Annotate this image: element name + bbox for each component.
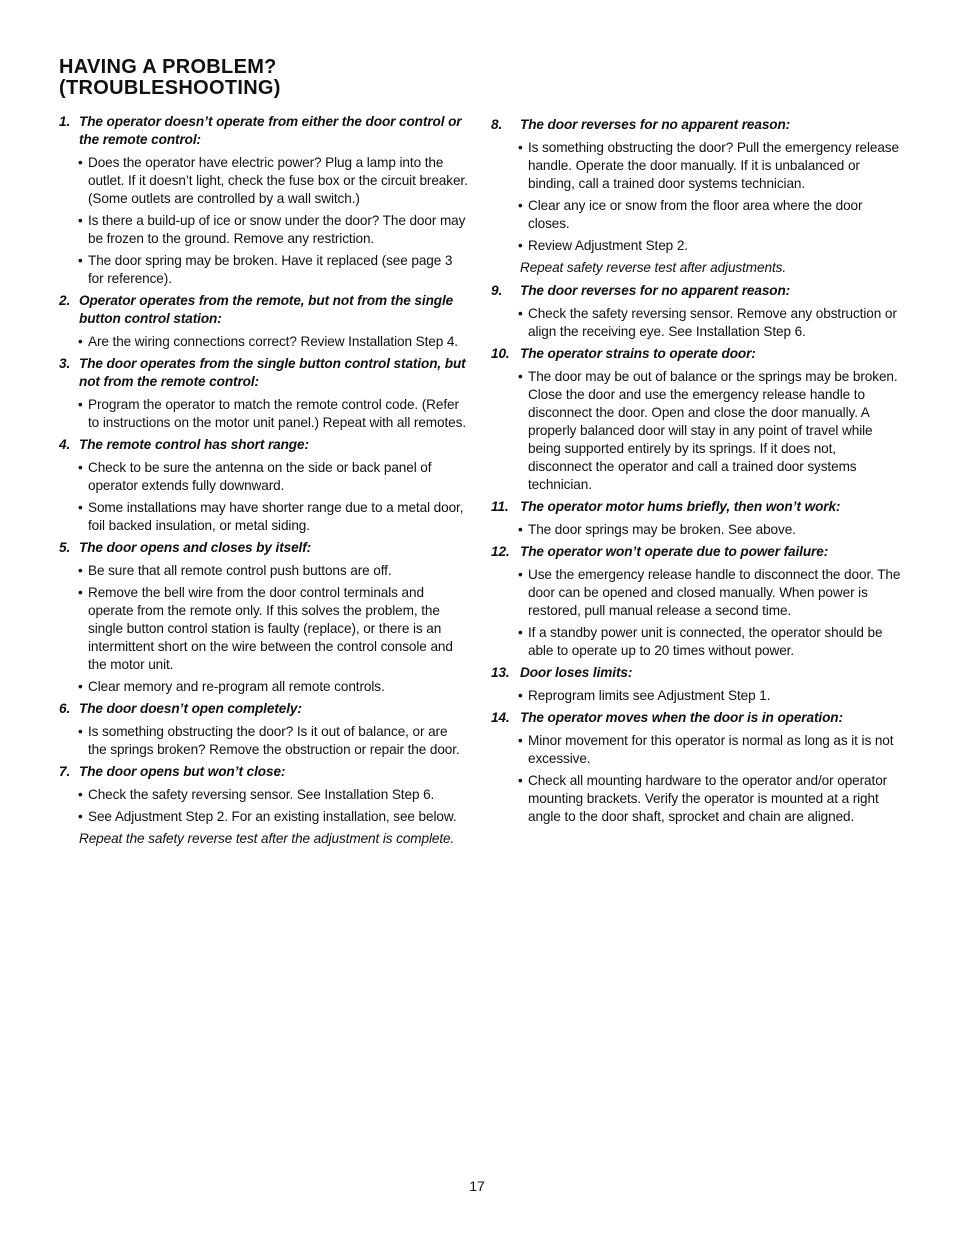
problem-heading (491, 345, 901, 363)
solution-text: Check the safety reversing sensor. Remove any obstruction or align the receiving eye. See Installation Step 6. (528, 306, 897, 339)
bullet-icon: • (78, 724, 83, 739)
problem-question: The door doesn’t open completely: (79, 701, 302, 716)
solution-bullet (59, 786, 469, 804)
problem-number: 1. (59, 114, 71, 129)
troubleshooting-item (59, 700, 469, 759)
problem-heading (59, 436, 469, 454)
problem-number: 13. (491, 665, 510, 680)
right-column (491, 116, 901, 830)
page-title-line-2: (TROUBLESHOOTING) (59, 77, 281, 99)
solution-text: Check all mounting hardware to the operator and/or operator mounting brackets. Verify the operator is mounted at a right angle to the door shaft, sprocket and chain are aligned. (528, 773, 888, 824)
solution-bullet (59, 723, 469, 759)
problem-number: 3. (59, 356, 71, 371)
solution-bullet (59, 459, 469, 495)
troubleshooting-item (491, 664, 901, 705)
problem-question: The remote control has short range: (79, 437, 309, 452)
solution-text: Is there a build-up of ice or snow under the door? The door may be frozen to the ground. Remove any restriction. (88, 213, 466, 246)
solution-text: Review Adjustment Step 2. (528, 238, 688, 253)
problem-question: The operator moves when the door is in operation: (520, 710, 843, 725)
bullet-icon: • (78, 809, 83, 824)
bullet-icon: • (78, 585, 83, 600)
troubleshooting-item (59, 113, 469, 288)
solution-bullet (59, 333, 469, 351)
troubleshooting-item (59, 763, 469, 848)
problem-question: The door reverses for no apparent reason: (520, 117, 791, 132)
solution-bullet (491, 687, 901, 705)
troubleshooting-item (491, 345, 901, 494)
page-number: 17 (469, 1178, 485, 1194)
solution-bullet (59, 584, 469, 674)
troubleshooting-item (491, 282, 901, 341)
solution-bullet (59, 808, 469, 826)
solution-text: Clear any ice or snow from the floor area where the door closes. (528, 198, 863, 231)
bullet-icon: • (78, 563, 83, 578)
solution-bullet (491, 139, 901, 193)
bullet-icon: • (518, 369, 523, 384)
problem-number: 6. (59, 701, 71, 716)
bullet-icon: • (518, 522, 523, 537)
item-note: Repeat the safety reverse test after the adjustment is complete. (79, 831, 455, 846)
solution-bullet (491, 197, 901, 233)
solution-bullet (491, 368, 901, 494)
problem-heading (59, 763, 469, 781)
solution-text: If a standby power unit is connected, the operator should be able to operate up to 20 times without power. (528, 625, 883, 658)
solution-text: Clear memory and re-program all remote controls. (88, 679, 385, 694)
bullet-icon: • (78, 679, 83, 694)
problem-number: 8. (491, 117, 503, 132)
bullet-icon: • (78, 213, 83, 228)
problem-heading (491, 498, 901, 516)
problem-number: 10. (491, 346, 510, 361)
solution-bullet (59, 562, 469, 580)
bullet-icon: • (518, 306, 523, 321)
bullet-icon: • (78, 253, 83, 268)
problem-number: 7. (59, 764, 71, 779)
bullet-icon: • (78, 397, 83, 412)
solution-text: Program the operator to match the remote control code. (Refer to instructions on the motor unit panel.) Repeat with all remotes. (88, 397, 466, 430)
solution-text: Is something obstructing the door? Is it out of balance, or are the springs broken? Remove the obstruction or repair the door. (88, 724, 460, 757)
solution-bullet (491, 305, 901, 341)
problem-question: The operator motor hums briefly, then won’t work: (520, 499, 841, 514)
solution-text: The door springs may be broken. See above. (528, 522, 796, 537)
bullet-icon: • (518, 567, 523, 582)
bullet-icon: • (518, 773, 523, 788)
problem-number: 5. (59, 540, 71, 555)
bullet-icon: • (518, 198, 523, 213)
solution-text: Is something obstructing the door? Pull the emergency release handle. Operate the door manually. If it is unbalanced or binding, call a trained door systems technician. (528, 140, 899, 191)
item-note: Repeat safety reverse test after adjustments. (520, 260, 786, 275)
solution-bullet (59, 252, 469, 288)
problem-heading (491, 116, 901, 134)
problem-heading (491, 543, 901, 561)
troubleshooting-item (491, 116, 901, 277)
solution-bullet (491, 624, 901, 660)
troubleshooting-item (59, 539, 469, 696)
troubleshooting-item (59, 355, 469, 432)
problem-question: The door opens and closes by itself: (79, 540, 312, 555)
problem-question: The door operates from the single button control station, but not from the remote control: (79, 356, 466, 389)
problem-question: Operator operates from the remote, but not from the single button control station: (79, 293, 454, 326)
problem-heading (59, 113, 469, 149)
problem-number: 4. (59, 437, 71, 452)
problem-number: 11. (491, 499, 509, 514)
problem-heading (59, 539, 469, 557)
solution-bullet (59, 678, 469, 696)
problem-heading (491, 709, 901, 727)
solution-text: Remove the bell wire from the door control terminals and operate from the remote only. If this solves the problem, the single button control station is faulty (replace), or there is an intermittent short on the wire between the control console and the motor unit. (88, 585, 453, 672)
bullet-icon: • (78, 334, 83, 349)
bullet-icon: • (518, 733, 523, 748)
solution-bullet (59, 396, 469, 432)
bullet-icon: • (518, 140, 523, 155)
bullet-icon: • (518, 625, 523, 640)
problem-heading (59, 292, 469, 328)
solution-bullet (59, 154, 469, 208)
problem-number: 12. (491, 544, 510, 559)
solution-text: The door may be out of balance or the springs may be broken. Close the door and use the emergency release handle to disconnect the door. Open and close the door manually. A properly balanced door will stay in any point of travel while being supported entirely by its springs. If it does not, disconnect the operator and call a trained door systems technician. (528, 369, 898, 492)
left-column (59, 113, 469, 853)
troubleshooting-item (59, 436, 469, 535)
problem-heading (59, 700, 469, 718)
problem-heading (491, 282, 901, 300)
problem-question: Door loses limits: (520, 665, 633, 680)
troubleshooting-item (59, 292, 469, 351)
page-title-line-1: HAVING A PROBLEM? (59, 56, 277, 78)
solution-text: Are the wiring connections correct? Review Installation Step 4. (88, 334, 458, 349)
problem-question: The door opens but won’t close: (79, 764, 286, 779)
troubleshooting-item (491, 543, 901, 660)
solution-bullet (59, 212, 469, 248)
solution-bullet (491, 772, 901, 826)
solution-bullet (491, 566, 901, 620)
solution-text: See Adjustment Step 2. For an existing installation, see below. (88, 809, 457, 824)
troubleshooting-item (491, 498, 901, 539)
problem-question: The door reverses for no apparent reason: (520, 283, 791, 298)
problem-question: The operator won’t operate due to power failure: (520, 544, 829, 559)
bullet-icon: • (78, 155, 83, 170)
solution-text: Be sure that all remote control push buttons are off. (88, 563, 392, 578)
solution-bullet (491, 237, 901, 255)
bullet-icon: • (518, 238, 523, 253)
bullet-icon: • (78, 787, 83, 802)
bullet-icon: • (78, 500, 83, 515)
solution-bullet (491, 732, 901, 768)
solution-bullet (59, 499, 469, 535)
solution-text: Some installations may have shorter range due to a metal door, foil backed insulation, or metal siding. (88, 500, 464, 533)
problem-number: 14. (491, 710, 510, 725)
problem-heading (59, 355, 469, 391)
bullet-icon: • (78, 460, 83, 475)
problem-number: 2. (59, 293, 71, 308)
problem-heading (491, 664, 901, 682)
solution-text: Use the emergency release handle to disconnect the door. The door can be opened and closed manually. When power is restored, pull manual release a second time. (528, 567, 901, 618)
solution-bullet (491, 521, 901, 539)
solution-text: Check the safety reversing sensor. See Installation Step 6. (88, 787, 435, 802)
solution-text: Check to be sure the antenna on the side or back panel of operator extends fully downward. (88, 460, 432, 493)
problem-question: The operator strains to operate door: (520, 346, 756, 361)
solution-text: Reprogram limits see Adjustment Step 1. (528, 688, 771, 703)
troubleshooting-item (491, 709, 901, 826)
page-title (59, 57, 459, 99)
bullet-icon: • (518, 688, 523, 703)
solution-text: Does the operator have electric power? Plug a lamp into the outlet. If it doesn’t light, check the fuse box or the circuit breaker. (Some outlets are controlled by a wall switch.) (88, 155, 468, 206)
problem-number: 9. (491, 283, 503, 298)
solution-text: The door spring may be broken. Have it replaced (see page 3 for reference). (88, 253, 453, 286)
problem-question: The operator doesn’t operate from either the door control or the remote control: (79, 114, 462, 147)
solution-text: Minor movement for this operator is normal as long as it is not excessive. (528, 733, 894, 766)
